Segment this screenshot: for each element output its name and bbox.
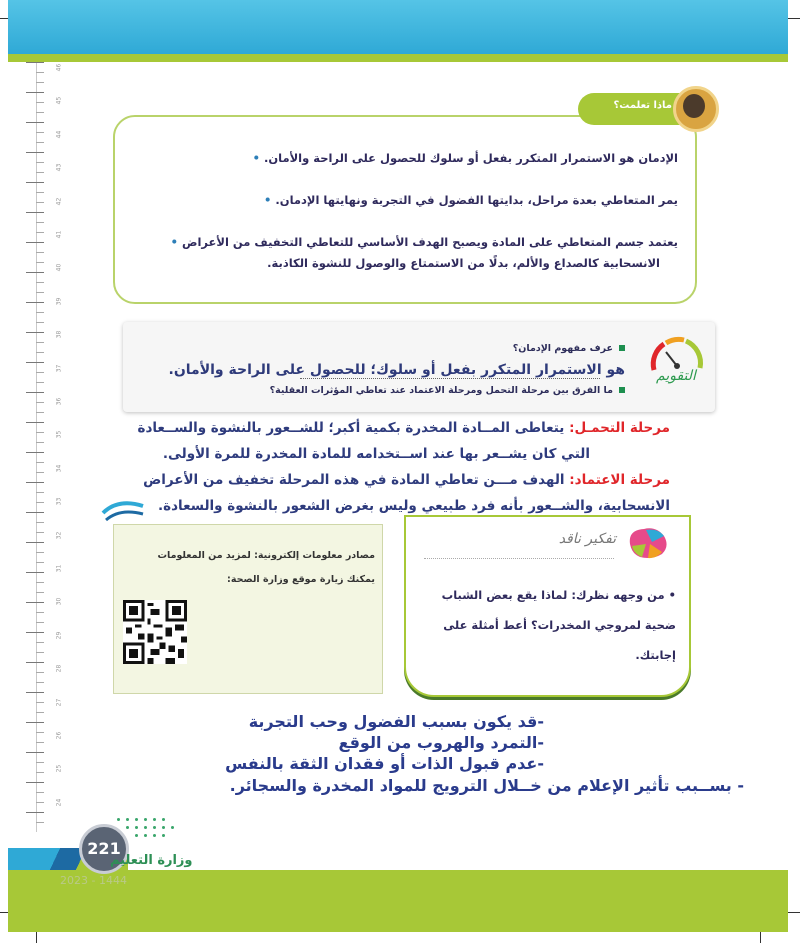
open-book-icon bbox=[98, 478, 148, 528]
ruler-tick bbox=[36, 702, 44, 703]
answer-line bbox=[300, 378, 600, 379]
ruler-tick bbox=[36, 822, 44, 823]
ruler-tick bbox=[36, 232, 44, 233]
qr-code[interactable] bbox=[123, 600, 187, 664]
ruler-number: 41 bbox=[55, 230, 63, 239]
ruler-tick bbox=[36, 142, 44, 143]
ruler-number: 37 bbox=[55, 364, 63, 372]
logo-dot bbox=[135, 834, 138, 837]
ruler-number: 30 bbox=[55, 598, 63, 606]
dependence-line: مرحلة الاعتماد: الهدف مـــن تعاطي المادة في هذه المرحلة تخفيف من الأعراض bbox=[143, 472, 670, 488]
ruler-tick bbox=[26, 512, 44, 513]
ruler-tick bbox=[36, 372, 44, 373]
logo-dot bbox=[171, 826, 174, 829]
header-accent-stripe bbox=[8, 54, 788, 62]
ruler-tick bbox=[36, 652, 44, 653]
ruler-tick bbox=[36, 622, 44, 623]
ruler-tick bbox=[36, 292, 44, 293]
evaluation-answer: هو الاستمرار المتكرر بفعل أو سلوك؛ للحصول على الراحة والأمان. bbox=[168, 362, 625, 378]
ruler-number: 24 bbox=[55, 798, 63, 807]
ruler-tick bbox=[26, 572, 44, 573]
ruler-tick bbox=[36, 222, 44, 223]
logo-dot bbox=[153, 826, 156, 829]
ruler-tick bbox=[36, 412, 44, 413]
ruler-tick bbox=[26, 632, 44, 633]
ruler-tick bbox=[36, 432, 44, 433]
learned-title: ماذا تعلمت؟ bbox=[613, 100, 672, 111]
ruler-tick bbox=[26, 662, 44, 663]
ruler-tick bbox=[36, 642, 44, 643]
info-text: يمكنك زيارة موقع وزارة الصحة: bbox=[227, 574, 375, 585]
ruler-tick bbox=[26, 722, 44, 723]
ruler-number: 40 bbox=[55, 264, 63, 272]
ruler-tick bbox=[36, 532, 44, 533]
ruler-tick bbox=[36, 72, 44, 73]
ruler-tick bbox=[26, 782, 44, 783]
tolerance-line-2: التي كان يشــعر بها عند اســتخدامه للمادة المخدرة للمرة الأولى. bbox=[162, 446, 590, 462]
ruler-tick bbox=[36, 282, 44, 283]
ruler-number: 26 bbox=[55, 731, 63, 740]
ruler-tick bbox=[36, 82, 44, 83]
ruler-tick bbox=[26, 272, 44, 273]
crop-mark bbox=[760, 932, 761, 943]
ruler-tick bbox=[26, 92, 44, 93]
logo-dot bbox=[162, 818, 165, 821]
answer-line: -قد يكون بسبب الفضول وحب التجربة bbox=[248, 712, 544, 731]
ministry-logo-text: وزارة التعليم bbox=[110, 853, 193, 868]
ruler-tick bbox=[36, 712, 44, 713]
ruler-tick bbox=[36, 262, 44, 263]
ruler-tick bbox=[36, 502, 44, 503]
ruler-number: 31 bbox=[55, 564, 63, 573]
ruler-number: 28 bbox=[55, 664, 63, 673]
ruler-tick bbox=[26, 242, 44, 243]
logo-dot bbox=[117, 818, 120, 821]
ruler-tick bbox=[36, 322, 44, 323]
ruler-tick bbox=[26, 392, 44, 393]
crop-mark bbox=[36, 932, 37, 943]
answer-line: -عدم قبول الذات أو فقدان الثقة بالنفس bbox=[225, 754, 544, 773]
ruler-tick bbox=[36, 202, 44, 203]
ruler-number: 36 bbox=[55, 397, 63, 406]
ruler-tick bbox=[36, 522, 44, 523]
ruler-tick bbox=[36, 342, 44, 343]
ruler-tick bbox=[26, 332, 44, 333]
crop-mark bbox=[788, 18, 800, 19]
ruler-tick bbox=[36, 732, 44, 733]
ruler-tick bbox=[26, 422, 44, 423]
evaluation-question: عرف مفهوم الإدمان؟ bbox=[513, 343, 625, 354]
ruler-number: 29 bbox=[55, 631, 63, 640]
ruler-tick bbox=[36, 582, 44, 583]
ruler-tick bbox=[36, 172, 44, 173]
ruler-number: 33 bbox=[55, 497, 63, 506]
logo-dot bbox=[153, 834, 156, 837]
logo-dot bbox=[144, 834, 147, 837]
info-text: مصادر معلومات إلكترونية: لمزيد من المعلومات bbox=[157, 550, 375, 561]
critical-thinking-title: تفكير ناقد bbox=[558, 531, 616, 547]
ruler-tick bbox=[26, 542, 44, 543]
ruler-tick bbox=[26, 122, 44, 123]
ruler-tick bbox=[36, 132, 44, 133]
person-icon bbox=[683, 94, 705, 118]
ruler-tick bbox=[36, 792, 44, 793]
ruler-tick bbox=[36, 592, 44, 593]
ruler-tick bbox=[36, 102, 44, 103]
ruler-tick bbox=[36, 742, 44, 743]
page-number: 221 bbox=[79, 824, 129, 874]
ruler-tick bbox=[36, 442, 44, 443]
ruler-tick bbox=[36, 612, 44, 613]
evaluation-question: ما الفرق بين مرحلة التحمل ومرحلة الاعتماد عند تعاطي المؤثرات العقلية؟ bbox=[270, 385, 625, 396]
ruler-tick bbox=[26, 362, 44, 363]
ruler-number: 38 bbox=[55, 330, 63, 339]
critical-thinking-question: ضحية لمروجي المخدرات؟ أعط أمثلة على bbox=[443, 618, 676, 632]
crop-mark bbox=[0, 18, 8, 19]
stages-answer bbox=[137, 420, 670, 524]
answer-line: -التمرد والهروب من الوقع bbox=[338, 733, 544, 752]
ruler-number: 39 bbox=[55, 297, 63, 306]
ruler-tick bbox=[36, 562, 44, 563]
logo-dot bbox=[162, 834, 165, 837]
logo-dot bbox=[153, 818, 156, 821]
tolerance-line: مرحلة التحمـل: يتعاطى المــادة المخدرة بكمية أكبر؛ للشــعور بالنشوة والســعادة bbox=[137, 420, 670, 436]
ruler-tick bbox=[26, 482, 44, 483]
ruler-tick bbox=[36, 112, 44, 113]
logo-dot bbox=[126, 826, 129, 829]
ruler-tick bbox=[26, 182, 44, 183]
logo-dot bbox=[135, 826, 138, 829]
ruler-number: 43 bbox=[55, 163, 63, 172]
ruler-number: 27 bbox=[55, 698, 63, 706]
ruler-number: 44 bbox=[55, 130, 63, 139]
ruler-tick bbox=[36, 192, 44, 193]
logo-dot bbox=[144, 818, 147, 821]
ruler-tick bbox=[36, 762, 44, 763]
ruler-tick bbox=[36, 552, 44, 553]
evaluation-label: التقويم bbox=[656, 368, 696, 384]
ruler-tick bbox=[26, 692, 44, 693]
ruler-number: 35 bbox=[55, 431, 63, 439]
header-band bbox=[8, 0, 788, 54]
critical-thinking-question: إجابتك. bbox=[635, 648, 676, 662]
ruler-tick bbox=[36, 492, 44, 493]
logo-dot bbox=[135, 818, 138, 821]
ruler-number: 25 bbox=[55, 765, 63, 773]
ruler-tick bbox=[26, 452, 44, 453]
critical-thinking-question: • من وجهه نظرك: لماذا يقع بعض الشباب bbox=[441, 588, 676, 602]
ruler-tick bbox=[26, 752, 44, 753]
ruler-tick bbox=[26, 812, 44, 813]
ruler-tick bbox=[26, 152, 44, 153]
ruler-tick bbox=[36, 382, 44, 383]
ruler-tick bbox=[26, 302, 44, 303]
ruler-tick bbox=[26, 212, 44, 213]
ruler-tick bbox=[36, 462, 44, 463]
ruler-number: 42 bbox=[55, 197, 63, 205]
ruler-tick bbox=[36, 352, 44, 353]
ruler-tick bbox=[36, 162, 44, 163]
ruler-tick bbox=[36, 472, 44, 473]
ruler-number: 32 bbox=[55, 531, 63, 539]
ruler-tick bbox=[36, 682, 44, 683]
square-bullet-icon bbox=[619, 387, 625, 393]
learned-point: يعتمد جسم المتعاطي على المادة ويصبح الهدف الأساسي للتعاطي التخفيف من الأعراض • bbox=[170, 235, 678, 249]
side-ruler bbox=[8, 62, 37, 832]
crop-mark bbox=[0, 912, 8, 913]
learned-point-continuation: الانسحابية كالصداع والألم، بدلًا من الاستمتاع والوصول للنشوة الكاذبة. bbox=[267, 256, 660, 270]
logo-dot bbox=[126, 818, 129, 821]
learned-point: يمر المتعاطي بعدة مراحل، بدايتها الفضول في التجربة ونهايتها الإدمان. • bbox=[264, 193, 678, 207]
ruler-number: 45 bbox=[55, 97, 63, 105]
ruler-tick bbox=[36, 802, 44, 803]
title-underline bbox=[424, 558, 614, 559]
dependence-line-2: الانسحابية، والشــعور بأنه فرد طبيعي وليس بغرض الشعور بالنشوة والسعادة. bbox=[158, 498, 670, 514]
ruler-tick bbox=[36, 772, 44, 773]
ruler-tick bbox=[36, 402, 44, 403]
ruler-tick bbox=[36, 672, 44, 673]
ruler-tick bbox=[36, 252, 44, 253]
square-bullet-icon bbox=[619, 345, 625, 351]
ruler-number: 34 bbox=[55, 464, 63, 473]
answer-line: - بســبب تأثير الإعلام من خــلال الترويج للمواد المخدرة والسجائر. bbox=[229, 776, 744, 795]
edition-year: 2023 - 1444 bbox=[60, 874, 127, 887]
logo-dot bbox=[144, 826, 147, 829]
logo-dot bbox=[162, 826, 165, 829]
ruler-tick bbox=[26, 62, 44, 63]
brain-puzzle-icon bbox=[626, 524, 670, 562]
learned-point: الإدمان هو الاستمرار المتكرر بفعل أو سلوك للحصول على الراحة والأمان. • bbox=[252, 151, 678, 165]
ruler-tick bbox=[36, 312, 44, 313]
ruler-tick bbox=[26, 602, 44, 603]
ruler-number: 46 bbox=[55, 63, 63, 72]
crop-mark bbox=[788, 912, 800, 913]
